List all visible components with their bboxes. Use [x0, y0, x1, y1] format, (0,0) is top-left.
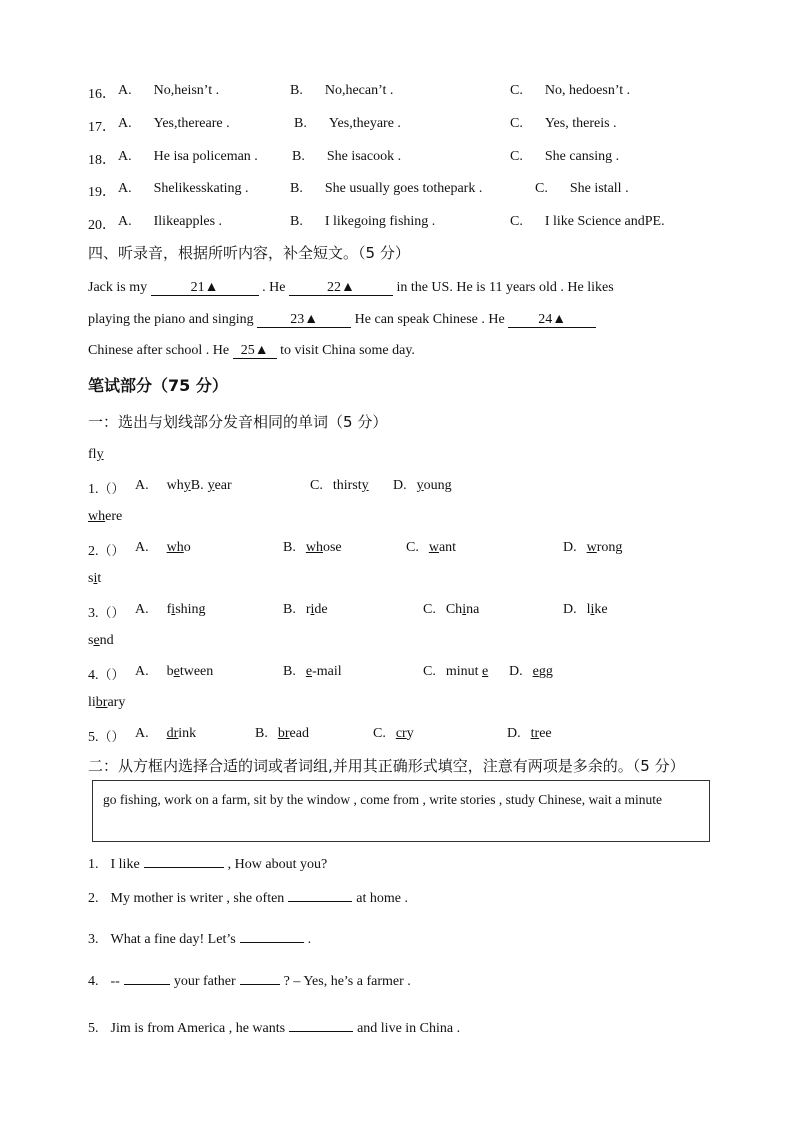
option-d[interactable]: D. wrong — [563, 540, 623, 555]
question-number: 1.（） — [88, 482, 125, 497]
blank-22[interactable]: 22▲ — [289, 280, 393, 296]
answer-blank[interactable] — [240, 927, 304, 943]
option-word: minut e — [445, 664, 489, 679]
option-letter: A. — [118, 116, 132, 131]
option-word: egg — [532, 664, 553, 679]
option-b[interactable]: B. e-mail — [283, 664, 342, 679]
passage-text: . He — [262, 280, 286, 295]
answer-parentheses[interactable]: （） — [98, 482, 125, 497]
option-text: She usually goes tothepark . — [324, 181, 483, 196]
question-number: 5.（） — [88, 730, 125, 745]
answer-parentheses[interactable]: （） — [98, 606, 125, 621]
passage-text: Chinese after school . He — [88, 343, 230, 358]
option-text: He isa policeman . — [153, 149, 258, 164]
option-word: who — [166, 540, 191, 555]
option-letter: C. — [535, 181, 548, 196]
option-letter: A. — [118, 83, 132, 98]
option-word: thirsty — [332, 478, 369, 493]
option-letter: C. — [510, 116, 523, 131]
model-word — [88, 695, 125, 711]
option-a[interactable] — [118, 83, 219, 99]
option-b[interactable] — [290, 214, 435, 230]
option-text: No,hecan’t . — [324, 83, 394, 98]
option-text: I likegoing fishing . — [324, 214, 436, 229]
option-b[interactable] — [294, 116, 401, 132]
answer-blank[interactable] — [144, 852, 224, 868]
option-word: e-mail — [305, 664, 342, 679]
question-number: 3.（） — [88, 606, 125, 621]
option-word: year — [207, 478, 232, 493]
option-text: She isacook . — [326, 149, 402, 164]
option-letter: B. — [294, 116, 307, 131]
option-letter: C. — [510, 149, 523, 164]
question-number: 16． — [88, 87, 116, 102]
option-word: want — [428, 540, 457, 555]
section4-heading: 四、听录音，根据所听内容，补全短文。（5 分） — [88, 244, 410, 262]
passage-line-3 — [88, 342, 415, 360]
option-letter: A. — [118, 214, 132, 229]
option-text: Yes, thereis . — [544, 116, 617, 131]
model-word-text: sit — [88, 571, 102, 586]
option-text: Yes,thereare . — [153, 116, 230, 131]
option-c[interactable]: C. minut e — [423, 664, 489, 679]
option-b[interactable]: B. bread — [255, 726, 309, 741]
option-d[interactable]: D. like — [563, 602, 608, 617]
option-c[interactable] — [535, 181, 629, 197]
answer-parentheses[interactable]: （） — [98, 730, 125, 745]
answer-blank[interactable] — [124, 969, 170, 985]
option-a-b[interactable]: A. whyB. year — [135, 478, 232, 493]
option-b[interactable]: B. whose — [283, 540, 342, 555]
option-letter: A. — [118, 181, 132, 196]
option-word: ride — [305, 602, 328, 617]
option-c[interactable] — [510, 149, 619, 165]
option-b[interactable] — [290, 181, 482, 197]
option-c[interactable]: C. want — [406, 540, 457, 555]
option-a[interactable]: A. who — [135, 540, 191, 555]
option-letter: A. — [118, 149, 132, 164]
option-c[interactable]: C. cry — [373, 726, 414, 741]
option-word: cry — [395, 726, 414, 741]
option-a[interactable] — [118, 116, 230, 132]
fill-question: 1. I like , How about you? — [88, 852, 327, 874]
answer-blank[interactable] — [240, 969, 280, 985]
option-word: drink — [166, 726, 197, 741]
option-letter: B. — [292, 149, 305, 164]
section-one-heading: 一：选出与划线部分发音相同的单词（5 分） — [88, 413, 388, 431]
option-a[interactable] — [118, 214, 222, 230]
answer-blank[interactable] — [289, 1016, 353, 1032]
fill-question: 5. Jim is from America , he wants and live in China . — [88, 1016, 460, 1038]
blank-23[interactable]: 23▲ — [257, 312, 351, 328]
option-a[interactable]: A. drink — [135, 726, 197, 741]
model-word — [88, 447, 104, 463]
option-word: like — [586, 602, 608, 617]
option-text: I like Science andPE. — [544, 214, 665, 229]
question-number: 17． — [88, 120, 116, 135]
fill-question: 2. My mother is writer , she often at home . — [88, 886, 408, 908]
option-text: She cansing . — [544, 149, 620, 164]
option-b[interactable] — [290, 83, 393, 99]
option-text: Yes,theyare . — [328, 116, 401, 131]
blank-24[interactable]: 24▲ — [508, 312, 596, 328]
model-word — [88, 633, 114, 649]
option-word: whose — [305, 540, 342, 555]
option-letter: C. — [510, 214, 523, 229]
option-c[interactable]: C. thirsty — [310, 478, 369, 493]
answer-blank[interactable] — [288, 886, 352, 902]
option-b[interactable] — [292, 149, 401, 165]
option-letter: B. — [290, 214, 303, 229]
passage-line-2 — [88, 311, 596, 329]
option-text: Ilikeapples . — [153, 214, 223, 229]
option-a[interactable]: A. between — [135, 664, 214, 679]
answer-parentheses[interactable]: （） — [98, 668, 125, 683]
passage-text: in the US. He is 11 years old . He likes — [396, 280, 614, 295]
option-letter: B. — [290, 181, 303, 196]
option-c[interactable] — [510, 83, 630, 99]
option-word: China — [445, 602, 480, 617]
option-d[interactable]: D. tree — [507, 726, 552, 741]
passage-text: playing the piano and singing — [88, 312, 254, 327]
option-a[interactable] — [118, 181, 249, 197]
option-c[interactable] — [510, 214, 665, 230]
question-number: 18． — [88, 153, 116, 168]
option-word: why — [166, 478, 191, 493]
fill-question: 3. What a fine day! Let’s . — [88, 927, 311, 949]
option-a[interactable]: A. fishing — [135, 602, 206, 617]
option-text: No,heisn’t . — [153, 83, 220, 98]
written-part-title: 笔试部分（75 分） — [88, 376, 228, 395]
model-word-text: fly — [88, 447, 104, 462]
passage-text: He can speak Chinese . He — [354, 312, 505, 327]
fill-question: 4. -- your father ? – Yes, he’s a farmer . — [88, 969, 411, 991]
option-text: Shelikesskating . — [153, 181, 249, 196]
model-word-text: send — [88, 633, 114, 648]
option-text: She istall . — [569, 181, 629, 196]
question-number: 4.（） — [88, 668, 125, 683]
passage-text: to visit China some day. — [280, 343, 415, 358]
question-number: 2.（） — [88, 544, 125, 559]
passage-text: Jack is my — [88, 280, 148, 295]
passage-line-1 — [88, 279, 614, 297]
option-word: young — [416, 478, 452, 493]
model-word-text: where — [88, 509, 123, 524]
option-word: wrong — [586, 540, 623, 555]
word-box: go fishing, work on a farm, sit by the window , come from , write stories , study Chinese, wait a minute — [92, 780, 710, 842]
question-number: 19． — [88, 185, 116, 200]
option-word: fishing — [166, 602, 206, 617]
model-word-text: library — [88, 695, 126, 710]
option-letter: C. — [510, 83, 523, 98]
section-two-heading: 二：从方框内选择合适的词或者词组,并用其正确形式填空，注意有两项是多余的。（5 分） — [88, 757, 685, 775]
answer-parentheses[interactable]: （） — [98, 544, 125, 559]
option-letter: B. — [290, 83, 303, 98]
option-word: bread — [277, 726, 309, 741]
option-a[interactable] — [118, 149, 258, 165]
option-word: tree — [530, 726, 552, 741]
blank-25[interactable]: 25▲ — [233, 343, 277, 359]
blank-21[interactable]: 21▲ — [151, 280, 259, 296]
option-b[interactable]: B. ride — [283, 602, 328, 617]
option-word: between — [166, 664, 214, 679]
question-number: 20． — [88, 218, 116, 233]
option-d[interactable]: D. young — [393, 478, 452, 493]
option-c[interactable]: C. China — [423, 602, 480, 617]
option-text: No, hedoesn’t . — [544, 83, 631, 98]
option-d[interactable]: D. egg — [509, 664, 553, 679]
option-c[interactable] — [510, 116, 617, 132]
model-word — [88, 571, 101, 587]
model-word — [88, 509, 122, 525]
